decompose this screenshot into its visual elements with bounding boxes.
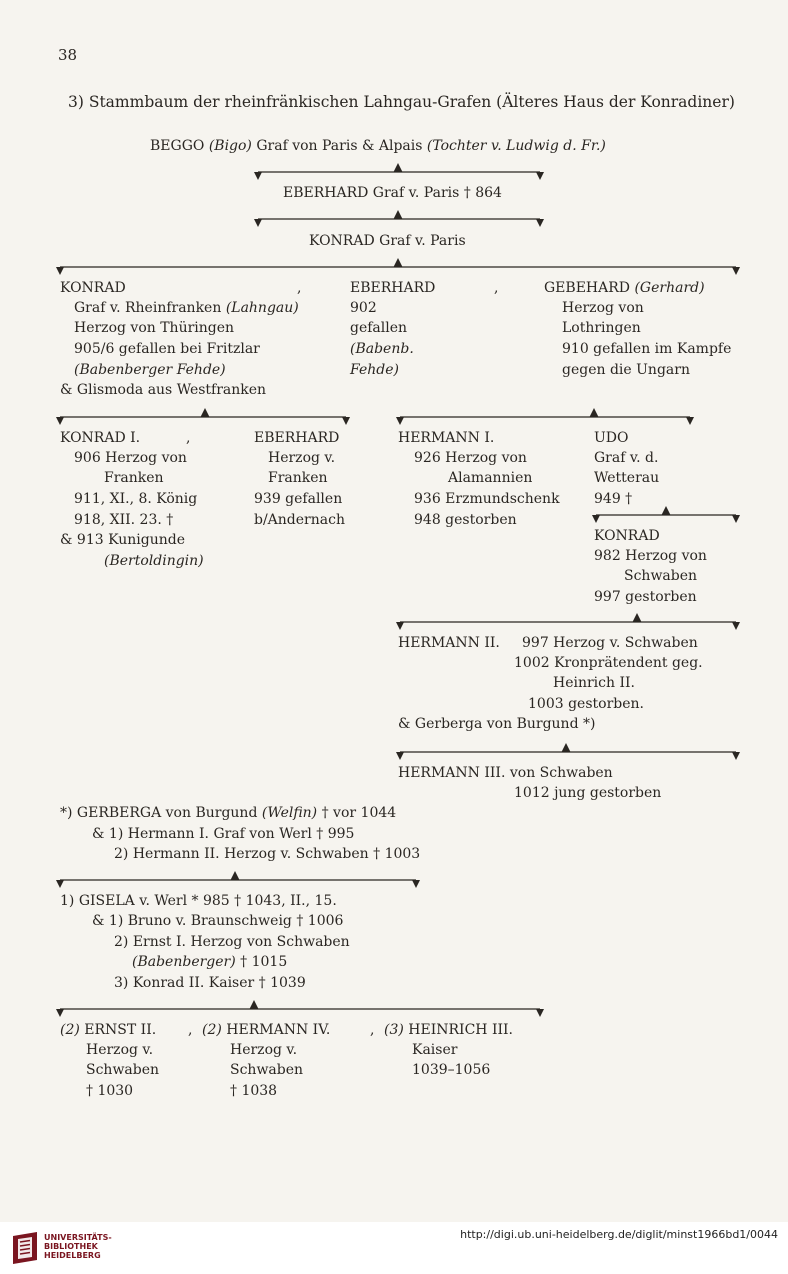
person-name: (3) HEINRICH III.	[384, 1022, 513, 1038]
footnote-line: & 1) Hermann I. Graf von Werl † 995	[92, 826, 355, 842]
person-line: Alamannien	[448, 470, 533, 486]
child-arrow-icon	[686, 417, 694, 425]
person-line: 997 Herzog v. Schwaben	[522, 635, 698, 651]
person-name: KONRAD	[594, 528, 660, 544]
library-logo-text: UNIVERSITÄTS- BIBLIOTHEK HEIDELBERG	[44, 1233, 112, 1260]
person-line: Herzog v.	[86, 1042, 154, 1058]
person-line: Franken	[104, 470, 164, 486]
person-line: Kaiser	[412, 1042, 458, 1058]
spouse-line: 3) Konrad II. Kaiser † 1039	[114, 975, 306, 991]
parent-arrow-icon	[201, 408, 210, 417]
parent-arrow-icon	[231, 871, 240, 880]
person-line: (Babenb.	[350, 341, 414, 357]
gen2-eberhard: EBERHARD Graf v. Paris † 864	[283, 185, 502, 201]
separator-comma: ,	[370, 1022, 375, 1038]
person-line: Fehde)	[350, 362, 399, 378]
child-arrow-icon	[536, 1009, 544, 1017]
person-line: † 1030	[86, 1083, 134, 1099]
person-name: GEBEHARD (Gerhard)	[544, 280, 705, 296]
parent-arrow-icon	[590, 408, 599, 417]
person-line: Herzog von Thüringen	[74, 320, 235, 336]
person-line: (Bertoldingin)	[104, 553, 204, 569]
page-number: 38	[58, 46, 78, 64]
spouse-line: & 1) Bruno v. Braunschweig † 1006	[92, 913, 344, 929]
person-line: Franken	[268, 470, 328, 486]
library-logo-icon	[10, 1230, 40, 1270]
child-arrow-icon	[412, 880, 420, 888]
person-name: (2) ERNST II.	[60, 1022, 157, 1038]
person-line: 939 gefallen	[254, 491, 343, 507]
spouse-line: 2) Ernst I. Herzog von Schwaben	[114, 934, 350, 950]
person-line: Herzog v.	[230, 1042, 298, 1058]
person-line: 910 gefallen im Kampfe	[562, 341, 732, 357]
person-line: 997 gestorben	[594, 589, 697, 605]
source-url-link[interactable]: http://digi.ub.uni-heidelberg.de/diglit/minst1966bd1/0044	[460, 1228, 778, 1241]
person-line: 911, XI., 8. König	[74, 491, 198, 507]
person-line: † 1038	[230, 1083, 278, 1099]
person-line: 1039–1056	[412, 1062, 491, 1078]
parent-arrow-icon	[394, 163, 403, 172]
child-arrow-icon	[56, 1009, 64, 1017]
person-name: 1) GISELA v. Werl * 985 † 1043, II., 15.	[60, 893, 337, 909]
person-line: Schwaben	[230, 1062, 304, 1078]
person-line: gefallen	[350, 320, 408, 336]
child-arrow-icon	[56, 267, 64, 275]
person-line: Heinrich II.	[553, 675, 635, 691]
person-line: b/Andernach	[254, 512, 345, 528]
person-line: Schwaben	[624, 568, 698, 584]
footer-bar	[0, 1222, 788, 1274]
person-line: Herzog von	[562, 300, 644, 316]
person-line: 1012 jung gestorben	[514, 785, 662, 801]
root-couple: BEGGO (Bigo) Graf von Paris & Alpais (Tochter v. Ludwig d. Fr.)	[150, 138, 606, 154]
person-name: HERMANN II.	[398, 635, 500, 651]
person-line: (Babenberger Fehde)	[74, 362, 226, 378]
separator-comma: ,	[186, 430, 191, 446]
child-arrow-icon	[56, 880, 64, 888]
person-line: Graf v. d.	[594, 450, 659, 466]
child-arrow-icon	[732, 267, 740, 275]
person-line: 1003 gestorben.	[528, 696, 644, 712]
person-line: 936 Erzmundschenk	[414, 491, 560, 507]
person-line: Lothringen	[562, 320, 641, 336]
footnote-line: *) GERBERGA von Burgund (Welfin) † vor 1044	[60, 805, 397, 821]
parent-arrow-icon	[662, 506, 671, 515]
parent-arrow-icon	[633, 613, 642, 622]
child-arrow-icon	[342, 417, 350, 425]
child-arrow-icon	[732, 622, 740, 630]
person-line: 926 Herzog von	[414, 450, 527, 466]
separator-comma: ,	[188, 1022, 193, 1038]
child-arrow-icon	[254, 172, 262, 180]
person-line: 949 †	[594, 491, 633, 507]
person-name: (2) HERMANN IV.	[202, 1022, 331, 1038]
child-arrow-icon	[396, 752, 404, 760]
person-line: gegen die Ungarn	[562, 362, 690, 378]
person-name: HERMANN I.	[398, 430, 495, 446]
parent-arrow-icon	[394, 258, 403, 267]
parent-arrow-icon	[394, 210, 403, 219]
person-name: KONRAD I.	[60, 430, 141, 446]
child-arrow-icon	[592, 515, 600, 523]
person-name: EBERHARD	[254, 430, 340, 446]
spouse-line: & Glismoda aus Westfranken	[60, 382, 267, 398]
parent-arrow-icon	[562, 743, 571, 752]
page-title: 3) Stammbaum der rheinfränkischen Lahngau-Grafen (Älteres Haus der Konradiner)	[68, 93, 735, 111]
spouse-line: & 913 Kunigunde	[60, 532, 185, 548]
spouse-line: & Gerberga von Burgund *)	[398, 716, 596, 732]
spouse-line: (Babenberger) † 1015	[132, 954, 288, 970]
child-arrow-icon	[396, 417, 404, 425]
child-arrow-icon	[396, 622, 404, 630]
person-line: 982 Herzog von	[594, 548, 707, 564]
person-line: Graf v. Rheinfranken (Lahngau)	[74, 300, 299, 316]
person-line: 918, XII. 23. †	[74, 512, 174, 528]
parent-arrow-icon	[250, 1000, 259, 1009]
separator-comma: ,	[297, 280, 302, 296]
person-name: HERMANN III. von Schwaben	[398, 765, 613, 781]
separator-comma: ,	[494, 280, 499, 296]
child-arrow-icon	[732, 515, 740, 523]
child-arrow-icon	[56, 417, 64, 425]
person-name: EBERHARD	[350, 280, 436, 296]
person-line: 906 Herzog von	[74, 450, 187, 466]
gen3-konrad: KONRAD Graf v. Paris	[309, 233, 466, 249]
person-line: 902	[350, 300, 377, 316]
person-name: KONRAD	[60, 280, 126, 296]
child-arrow-icon	[536, 219, 544, 227]
child-arrow-icon	[732, 752, 740, 760]
person-line: 905/6 gefallen bei Fritzlar	[74, 341, 260, 357]
person-line: 948 gestorben	[414, 512, 517, 528]
person-line: Wetterau	[594, 470, 660, 486]
footnote-line: 2) Hermann II. Herzog v. Schwaben † 1003	[114, 846, 421, 862]
child-arrow-icon	[536, 172, 544, 180]
person-line: 1002 Kronprätendent geg.	[514, 655, 703, 671]
child-arrow-icon	[254, 219, 262, 227]
person-line: Schwaben	[86, 1062, 160, 1078]
person-name: UDO	[594, 430, 629, 446]
person-line: Herzog v.	[268, 450, 336, 466]
